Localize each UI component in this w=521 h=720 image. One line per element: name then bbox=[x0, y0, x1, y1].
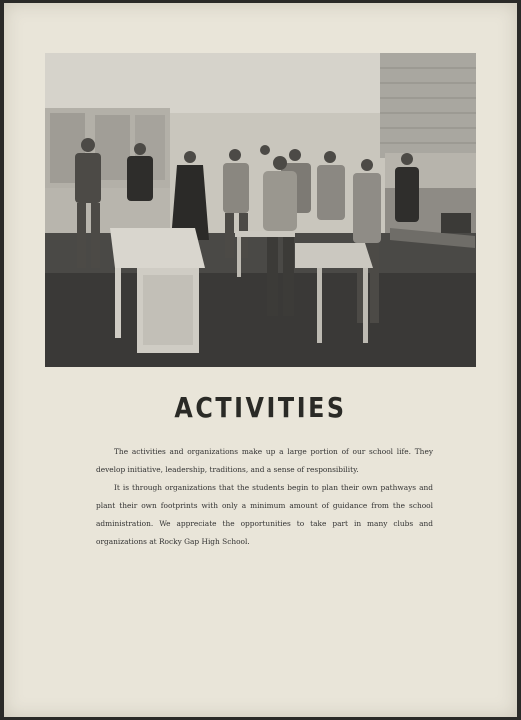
classroom-photo bbox=[45, 53, 476, 367]
body-text bbox=[96, 443, 433, 551]
classroom-photo-illustration bbox=[45, 53, 476, 367]
page-heading: ACTIVITIES bbox=[174, 391, 347, 424]
yearbook-page bbox=[4, 3, 517, 717]
paragraph-1: The activities and organizations make up a large portion of our school life. They develop initiative, leadership, traditions, and a sense of responsibility. bbox=[96, 447, 433, 474]
paragraph-2: It is through organizations that the students begin to plan their own pathways and plant their own footprints with only a minimum amount of guidance from the school administration. We appreciate the opportunities to take part in many clubs and organizations at Rocky Gap High School. bbox=[96, 483, 433, 546]
